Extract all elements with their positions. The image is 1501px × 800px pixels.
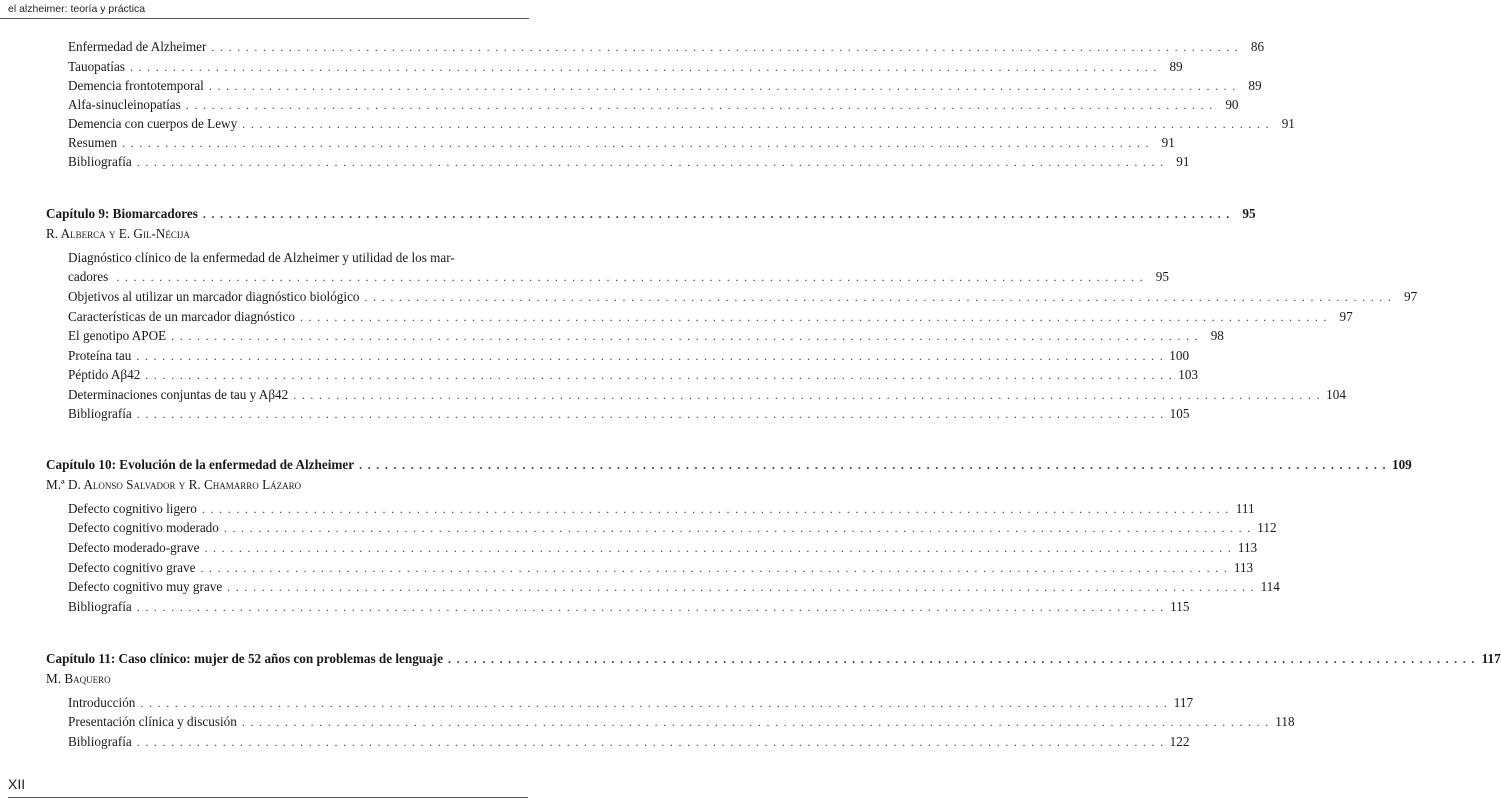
- dot-leader: . . . . . . . . . . . . . . . . . . . . . . . . . . . . . . . . . . . . . . . . . . . . . . . . . . . . . . . . . . . . . . . . . . . . . . . . . . . . . . . . . . . . . . . . . . . . . . . . . . . . . . . . . . . . . . . . . . . . . . . .: [136, 155, 1165, 169]
- entry-title: Enfermedad de Alzheimer: [68, 39, 207, 54]
- entry-title: Tauopatías: [68, 59, 125, 74]
- toc-entry: [68, 288, 1418, 306]
- entry-page-number: 104: [1326, 387, 1346, 402]
- toc-entry: [68, 559, 1254, 577]
- dot-leader: . . . . . . . . . . . . . . . . . . . . . . . . . . . . . . . . . . . . . . . . . . . . . . . . . . . . . . . . . . . . . . . . . . . . . . . . . . . . . . . . . . . . . . . . . . . . . . . . . . . . . . . . . . . . . . . . . . . . . . . .: [447, 652, 1476, 666]
- page-number: XII: [8, 776, 26, 792]
- entry-page-number: 122: [1169, 734, 1190, 749]
- entry-page-number: 91: [1281, 116, 1295, 131]
- toc-entry: [68, 539, 1258, 557]
- dot-leader: . . . . . . . . . . . . . . . . . . . . . . . . . . . . . . . . . . . . . . . . . . . . . . . . . . . . . . . . . . . . . . . . . . . . . . . . . . . . . . . . . . . . . . . . . . . . . . . . . . . . . . . . . . . . . . . . . . . . . . . .: [208, 79, 1237, 93]
- dot-leader: . . . . . . . . . . . . . . . . . . . . . . . . . . . . . . . . . . . . . . . . . . . . . . . . . . . . . . . . . . . . . . . . . . . . . . . . . . . . . . . . . . . . . . . . . . . . . . . . . . . . . . . . . . . . . . . . . . . . . . . .: [211, 40, 1240, 54]
- dot-leader: . . . . . . . . . . . . . . . . . . . . . . . . . . . . . . . . . . . . . . . . . . . . . . . . . . . . . . . . . . . . . . . . . . . . . . . . . . . . . . . . . . . . . . . . . . . . . . . . . . . . . . . . . . . . . . . . . . . . . . . .: [223, 521, 1252, 535]
- toc-entry: [68, 134, 1175, 152]
- dot-leader: . . . . . . . . . . . . . . . . . . . . . . . . . . . . . . . . . . . . . . . . . . . . . . . . . . . . . . . . . . . . . . . . . . . . . . . . . . . . . . . . . . . . . . . . . . . . . . . . . . . . . . . . . . . . . . . . . . . . . . . .: [293, 388, 1321, 402]
- entry-page-number: 90: [1225, 97, 1239, 112]
- entry-page-number: 114: [1260, 579, 1280, 594]
- toc-chapter-entry: [46, 205, 1256, 223]
- entry-page-number: 86: [1250, 39, 1265, 54]
- entry-page-number: 118: [1275, 714, 1295, 729]
- entry-page-number: 91: [1161, 135, 1175, 150]
- dot-leader: . . . . . . . . . . . . . . . . . . . . . . . . . . . . . . . . . . . . . . . . . . . . . . . . . . . . . . . . . . . . . . . . . . . . . . . . . . . . . . . . . . . . . . . . . . . . . . . . . . . . . . . . . . . . . . . . . . . . . . . .: [145, 368, 1173, 382]
- entry-title: Objetivos al utilizar un marcador diagnóstico biológico: [68, 289, 360, 304]
- entry-title: Péptido Aβ42: [68, 367, 141, 382]
- chapter-authors: M. Baquero: [46, 671, 111, 686]
- entry-title: Defecto moderado-grave: [68, 540, 200, 555]
- toc-entry: [68, 366, 1198, 384]
- toc-entry: [68, 405, 1190, 423]
- entry-page-number: 117: [1173, 695, 1194, 710]
- entry-page-number: 111: [1235, 501, 1255, 516]
- entry-page-number: 113: [1233, 560, 1254, 575]
- toc-entry: [68, 500, 1255, 518]
- footer-rule: [8, 797, 528, 798]
- dot-leader: . . . . . . . . . . . . . . . . . . . . . . . . . . . . . . . . . . . . . . . . . . . . . . . . . . . . . . . . . . . . . . . . . . . . . . . . . . . . . . . . . . . . . . . . . . . . . . . . . . . . . . . . . . . . . . . . . . . . . . . .: [171, 329, 1199, 343]
- entry-title: Bibliografía: [68, 406, 132, 421]
- toc-entry: [68, 268, 1169, 286]
- entry-title: Demencia con cuerpos de Lewy: [68, 116, 238, 131]
- entry-title: Resumen: [68, 135, 118, 150]
- entry-page-number: 113: [1237, 540, 1258, 555]
- entry-page-number: 89: [1248, 78, 1262, 93]
- toc-entry: [68, 38, 1265, 56]
- entry-page-number: 105: [1169, 406, 1190, 421]
- running-head: el alzheimer: teoría y práctica: [8, 3, 146, 15]
- toc-entry: [68, 153, 1190, 171]
- toc-entry: [68, 347, 1190, 365]
- toc-entry: [68, 58, 1183, 76]
- dot-leader: . . . . . . . . . . . . . . . . . . . . . . . . . . . . . . . . . . . . . . . . . . . . . . . . . . . . . . . . . . . . . . . . . . . . . . . . . . . . . . . . . . . . . . . . . . . . . . . . . . . . . . . . . . . . . . . . . . . . . . . .: [201, 502, 1230, 516]
- dot-leader: . . . . . . . . . . . . . . . . . . . . . . . . . . . . . . . . . . . . . . . . . . . . . . . . . . . . . . . . . . . . . . . . . . . . . . . . . . . . . . . . . . . . . . . . . . . . . . . . . . . . . . . . . . . . . . . . . . . . . . . .: [359, 458, 1387, 472]
- entry-title: El genotipo APOE: [68, 328, 167, 343]
- chapter-title: Capítulo 9: Biomarcadores: [46, 206, 198, 221]
- entry-title: Presentación clínica y discusión: [68, 714, 237, 729]
- entry-page-number: 95: [1155, 269, 1169, 284]
- toc-entry: [68, 598, 1190, 616]
- dot-leader: . . . . . . . . . . . . . . . . . . . . . . . . . . . . . . . . . . . . . . . . . . . . . . . . . . . . . . . . . . . . . . . . . . . . . . . . . . . . . . . . . . . . . . . . . . . . . . . . . . . . . . . . . . . . . . . . . . . . . . . .: [136, 407, 1165, 421]
- dot-leader: . . . . . . . . . . . . . . . . . . . . . . . . . . . . . . . . . . . . . . . . . . . . . . . . . . . . . . . . . . . . . . . . . . . . . . . . . . . . . . . . . . . . . . . . . . . . . . . . . . . . . . . . . . . . . . . . . . . . . . . .: [242, 117, 1270, 131]
- entry-page-number: 100: [1169, 348, 1190, 363]
- dot-leader: . . . . . . . . . . . . . . . . . . . . . . . . . . . . . . . . . . . . . . . . . . . . . . . . . . . . . . . . . . . . . . . . . . . . . . . . . . . . . . . . . . . . . . . . . . . . . . . . . . . . . . . . . . . . . . . . . . . . . . . .: [227, 580, 1255, 594]
- entry-page-number: 89: [1169, 59, 1183, 74]
- toc-entry: [68, 713, 1295, 731]
- entry-title: Bibliografía: [68, 734, 132, 749]
- entry-title: Bibliografía: [68, 599, 132, 614]
- toc-entry: [68, 308, 1353, 326]
- entry-page-number: 91: [1176, 154, 1190, 169]
- dot-leader: . . . . . . . . . . . . . . . . . . . . . . . . . . . . . . . . . . . . . . . . . . . . . . . . . . . . . . . . . . . . . . . . . . . . . . . . . . . . . . . . . . . . . . . . . . . . . . . . . . . . . . . . . . . . . . . . . . . . . . . .: [364, 290, 1393, 304]
- entry-page-number: 95: [1242, 206, 1256, 221]
- dot-leader: . . . . . . . . . . . . . . . . . . . . . . . . . . . . . . . . . . . . . . . . . . . . . . . . . . . . . . . . . . . . . . . . . . . . . . . . . . . . . . . . . . . . . . . . . . . . . . . . . . . . . . . . . . . . . . . . . . . . . . . .: [300, 310, 1328, 324]
- toc-entry: [68, 327, 1224, 345]
- dot-leader: . . . . . . . . . . . . . . . . . . . . . . . . . . . . . . . . . . . . . . . . . . . . . . . . . . . . . . . . . . . . . . . . . . . . . . . . . . . . . . . . . . . . . . . . . . . . . . . . . . . . . . . . . . . . . . . . . . . . . . . .: [185, 98, 1214, 112]
- entry-title: Defecto cognitivo muy grave: [68, 579, 223, 594]
- entry-page-number: 97: [1339, 309, 1353, 324]
- chapter-authors: M.ª D. Alonso Salvador y R. Chamarro Lázaro: [46, 477, 302, 492]
- entry-page-number: 112: [1257, 520, 1277, 535]
- entry-page-number: 103: [1178, 367, 1198, 382]
- toc-entry: [68, 386, 1346, 404]
- dot-leader: . . . . . . . . . . . . . . . . . . . . . . . . . . . . . . . . . . . . . . . . . . . . . . . . . . . . . . . . . . . . . . . . . . . . . . . . . . . . . . . . . . . . . . . . . . . . . . . . . . . . . . . . . . . . . . . . . . . . . . . .: [136, 349, 1165, 363]
- entry-page-number: 97: [1404, 289, 1418, 304]
- dot-leader: . . . . . . . . . . . . . . . . . . . . . . . . . . . . . . . . . . . . . . . . . . . . . . . . . . . . . . . . . . . . . . . . . . . . . . . . . . . . . . . . . . . . . . . . . . . . . . . . . . . . . . . . . . . . . . . . . . . . . . . .: [200, 561, 1229, 575]
- entry-title: Defecto cognitivo ligero: [68, 501, 197, 516]
- dot-leader: . . . . . . . . . . . . . . . . . . . . . . . . . . . . . . . . . . . . . . . . . . . . . . . . . . . . . . . . . . . . . . . . . . . . . . . . . . . . . . . . . . . . . . . . . . . . . . . . . . . . . . . . . . . . . . . . . . . . . . . .: [202, 207, 1231, 221]
- toc-chapter-entry: [46, 456, 1412, 474]
- entry-title: Bibliografía: [68, 154, 132, 169]
- toc-entry: [68, 694, 1194, 712]
- toc-entry: [68, 519, 1277, 537]
- entry-title: Alfa-sinucleinopatías: [68, 97, 181, 112]
- chapter-authors: R. Alberca y E. Gil-Nécija: [46, 226, 190, 241]
- chapter-title: Capítulo 11: Caso clínico: mujer de 52 años con problemas de lenguaje: [46, 651, 443, 666]
- toc-entry: [68, 96, 1239, 114]
- entry-title: Introducción: [68, 695, 136, 710]
- toc-entry: [68, 733, 1190, 751]
- entry-title: Defecto cognitivo moderado: [68, 520, 219, 535]
- dot-leader: . . . . . . . . . . . . . . . . . . . . . . . . . . . . . . . . . . . . . . . . . . . . . . . . . . . . . . . . . . . . . . . . . . . . . . . . . . . . . . . . . . . . . . . . . . . . . . . . . . . . . . . . . . . . . . . . . . . . . . . .: [122, 136, 1150, 150]
- entry-page-number: 117: [1481, 651, 1501, 666]
- entry-title: Proteína tau: [68, 348, 132, 363]
- toc-entry: [68, 578, 1280, 596]
- dot-leader: . . . . . . . . . . . . . . . . . . . . . . . . . . . . . . . . . . . . . . . . . . . . . . . . . . . . . . . . . . . . . . . . . . . . . . . . . . . . . . . . . . . . . . . . . . . . . . . . . . . . . . . . . . . . . . . . . . . . . . . .: [241, 715, 1270, 729]
- dot-leader: . . . . . . . . . . . . . . . . . . . . . . . . . . . . . . . . . . . . . . . . . . . . . . . . . . . . . . . . . . . . . . . . . . . . . . . . . . . . . . . . . . . . . . . . . . . . . . . . . . . . . . . . . . . . . . . . . . . . . . . .: [129, 60, 1158, 74]
- chapter-title: Capítulo 10: Evolución de la enfermedad de Alzheimer: [46, 457, 355, 472]
- dot-leader: . . . . . . . . . . . . . . . . . . . . . . . . . . . . . . . . . . . . . . . . . . . . . . . . . . . . . . . . . . . . . . . . . . . . . . . . . . . . . . . . . . . . . . . . . . . . . . . . . . . . . . . . . . . . . . . . . . . . . . . .: [136, 600, 1165, 614]
- toc-entry: [68, 115, 1295, 133]
- entry-title: Demencia frontotemporal: [68, 78, 204, 93]
- dot-leader: . . . . . . . . . . . . . . . . . . . . . . . . . . . . . . . . . . . . . . . . . . . . . . . . . . . . . . . . . . . . . . . . . . . . . . . . . . . . . . . . . . . . . . . . . . . . . . . . . . . . . . . . . . . . . . . . . . . . . . . .: [140, 696, 1169, 710]
- entry-page-number: 98: [1210, 328, 1224, 343]
- entry-title: Determinaciones conjuntas de tau y Aβ42: [68, 387, 289, 402]
- entry-title: Defecto cognitivo grave: [68, 560, 196, 575]
- entry-page-number: 115: [1170, 599, 1190, 614]
- dot-leader: . . . . . . . . . . . . . . . . . . . . . . . . . . . . . . . . . . . . . . . . . . . . . . . . . . . . . . . . . . . . . . . . . . . . . . . . . . . . . . . . . . . . . . . . . . . . . . . . . . . . . . . . . . . . . . . . . . . . . . . .: [116, 270, 1144, 284]
- toc-chapter-entry: [46, 650, 1501, 668]
- dot-leader: . . . . . . . . . . . . . . . . . . . . . . . . . . . . . . . . . . . . . . . . . . . . . . . . . . . . . . . . . . . . . . . . . . . . . . . . . . . . . . . . . . . . . . . . . . . . . . . . . . . . . . . . . . . . . . . . . . . . . . . .: [136, 735, 1165, 749]
- toc-entry: [68, 77, 1262, 95]
- dot-leader: . . . . . . . . . . . . . . . . . . . . . . . . . . . . . . . . . . . . . . . . . . . . . . . . . . . . . . . . . . . . . . . . . . . . . . . . . . . . . . . . . . . . . . . . . . . . . . . . . . . . . . . . . . . . . . . . . . . . . . . .: [204, 541, 1233, 555]
- toc-entry-title-line: Diagnóstico clínico de la enfermedad de Alzheimer y utilidad de los mar-: [68, 250, 455, 265]
- entry-title: Características de un marcador diagnóstico: [68, 309, 296, 324]
- entry-page-number: 109: [1391, 457, 1412, 472]
- entry-title: cadores: [68, 269, 109, 284]
